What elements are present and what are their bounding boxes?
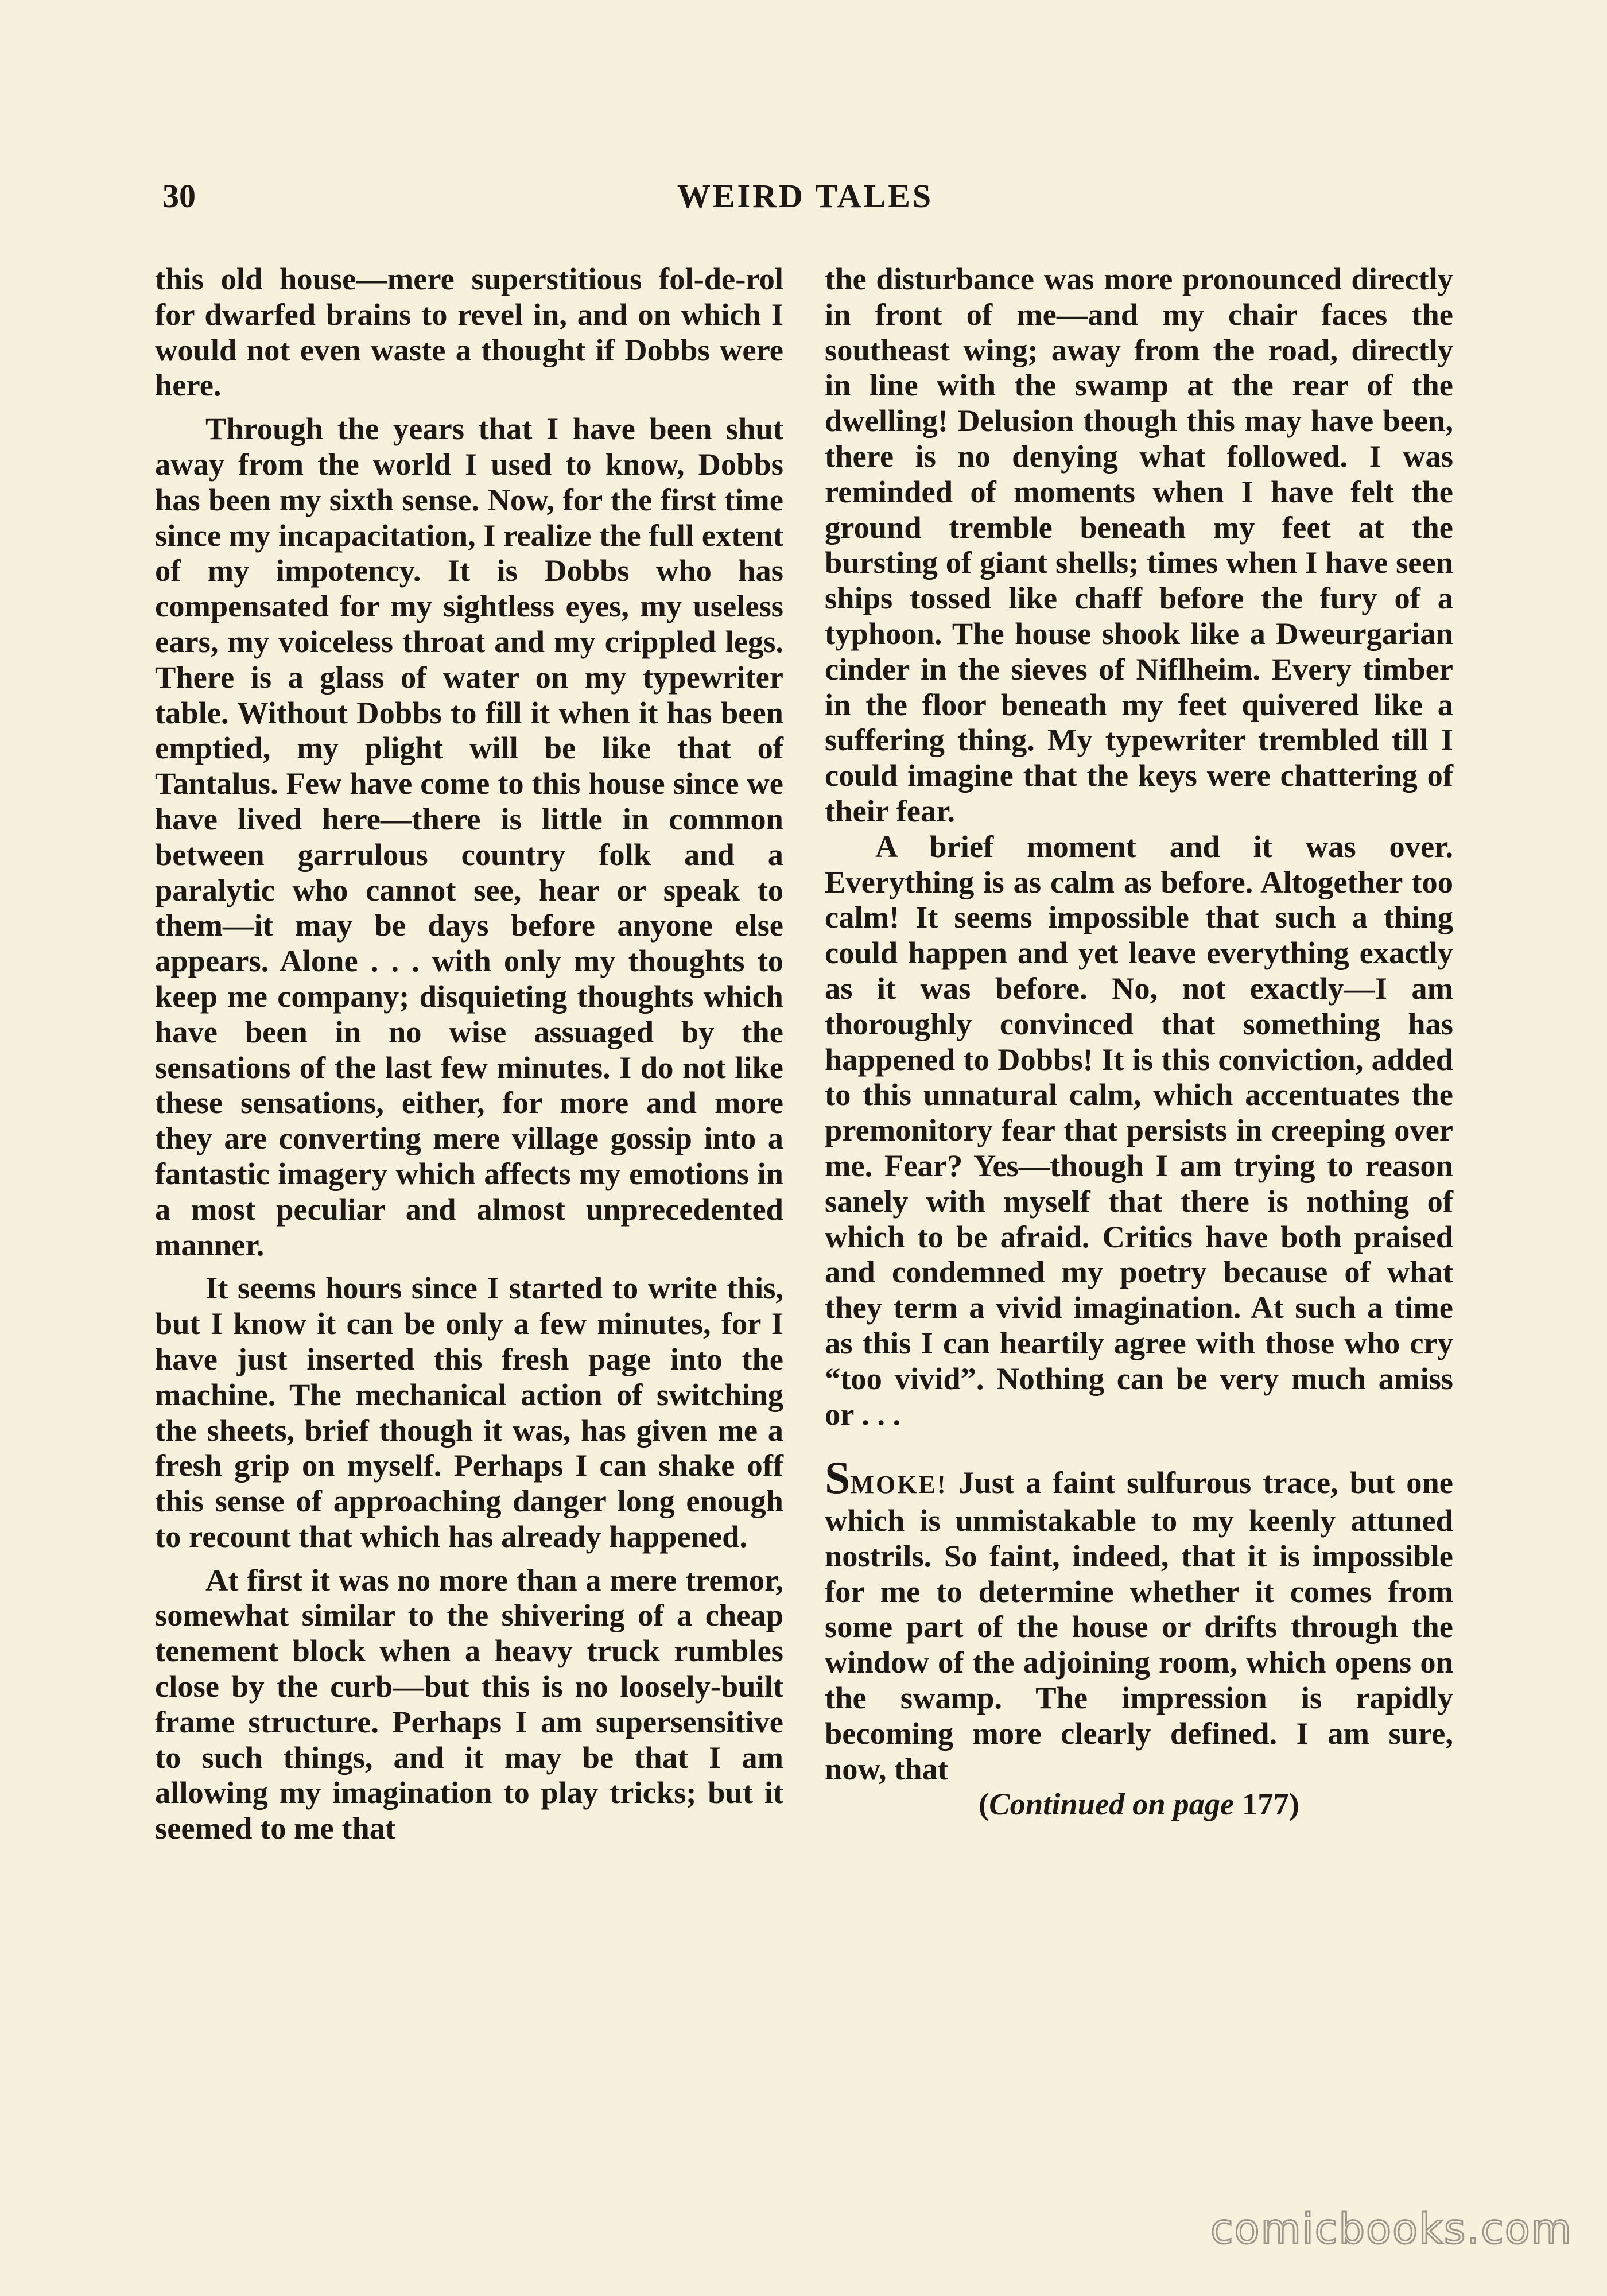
- magazine-title: WEIRD TALES: [677, 177, 934, 215]
- paragraph-text: Just a faint sulfurous trace, but one which is unmistakable to my keenly attuned nostrils. So faint, indeed, that it is impossible for me to determine whether it comes from some part of the house or drifts through the window of the adjoining room, which opens on the swamp. The impression is rapidly becoming more clearly defined. I am sure, now, that: [825, 1465, 1453, 1786]
- drop-cap: S: [825, 1453, 851, 1504]
- continued-page: 177): [1234, 1786, 1299, 1822]
- paragraph: the disturbance was more pronounced directly in front of me—and my chair faces the southeast wing; away from the road, directly in line with the swamp at the rear of the dwelling! Delusion though this may have been, there is no denying what followed. I was reminded of moments when I have felt the ground tremble beneath my feet at the bursting of giant shells; times when I have seen ships tossed like chaff before the fury of a typhoon. The house shook like a Dweurgarian cinder in the sieves of Niflheim. Every timber in the floor beneath my feet quivered like a suffering thing. My typewriter trembled till I could imagine that the keys were chattering of their fear.: [825, 261, 1453, 828]
- watermark: comicbooks.com: [1210, 2205, 1573, 2253]
- paragraph: Through the years that I have been shut away from the world I used to know, Dobbs has been my sixth sense. Now, for the first time since my incapacitation, I realize the full extent of my impotency. It is Dobbs who has compensated for my sightless eyes, my useless ears, my voiceless throat and my crippled legs. There is a glass of water on my typewriter table. Without Dobbs to fill it when it has been emptied, my plight will be like that of Tantalus. Few have come to this house since we have lived here—there is little in common between garrulous country folk and a paralytic who cannot see, hear or speak to them—it may be days before anyone else appears. Alone . . . with only my thoughts to keep me company; disquieting thoughts which have been in no wise assuaged by the sensations of the last few minutes. I do not like these sensations, either, for more and more they are converting mere village gossip into a fantastic imagery which affects my emotions in a most peculiar and almost unprecedented manner.: [155, 411, 783, 1262]
- small-caps-word: MOKE!: [850, 1471, 948, 1499]
- section-paragraph: [825, 1453, 1453, 1786]
- left-column: [155, 261, 783, 1846]
- continued-note: (Continued on page 177): [979, 1786, 1299, 1822]
- paragraph: A brief moment and it was over. Everything is as calm as before. Altogether too calm! It seems impossible that such a thing could happen and yet leave everything exactly as it was before. No, not exactly—I am thoroughly convinced that something has happened to Dobbs! It is this conviction, added to this unnatural calm, which accentuates the premonitory fear that persists in creeping over me. Fear? Yes—though I am trying to reason sanely with myself that there is nothing of which to be afraid. Critics have both praised and condemned my poetry because of what they term a vivid imagination. At such a time as this I can heartily agree with those who cry “too vivid”. Nothing can be very much amiss or . . .: [825, 828, 1453, 1432]
- continued-label: Continued on page: [989, 1786, 1235, 1822]
- right-column: [825, 261, 1453, 1822]
- paragraph: It seems hours since I started to write this, but I know it can be only a few minutes, for I have just inserted this fresh page into the machine. The mechanical action of switching the sheets, brief though it was, has given me a fresh grip on myself. Perhaps I can shake off this sense of approaching danger long enough to recount that which has already happened.: [155, 1270, 783, 1554]
- paragraph: At first it was no more than a mere tremor, somewhat similar to the shivering of a cheap tenement block when a heavy truck rumbles close by the curb—but this is no loosely-built frame structure. Perhaps I am supersensitive to such things, and it may be that I am allowing my imagination to play tricks; but it seemed to me that: [155, 1562, 783, 1846]
- paragraph: this old house—mere superstitious fol-de-rol for dwarfed brains to revel in, and on which I would not even waste a thought if Dobbs were here.: [155, 261, 783, 403]
- page-number: 30: [162, 177, 196, 215]
- page-header: [162, 177, 1448, 223]
